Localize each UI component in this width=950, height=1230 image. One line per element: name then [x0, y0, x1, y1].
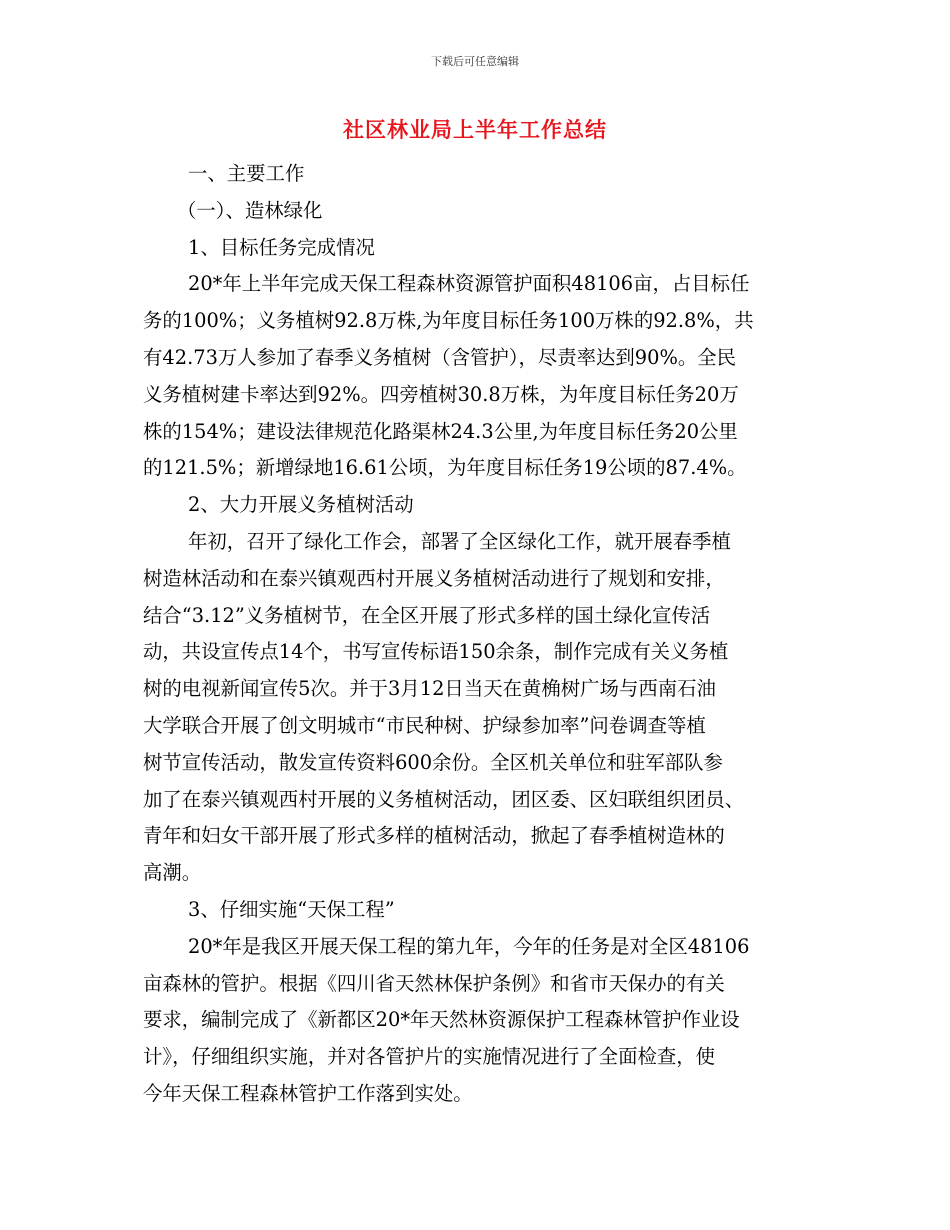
paragraph-line: 大学联合开展了创文明城市“市民种树、护绿参加率”问卷调查等植 [143, 713, 706, 737]
paragraph-line: 亩森林的管护。根据《四川省天然林保护条例》和省市天保办的有关 [143, 971, 725, 995]
paragraph-line: 树节宣传活动，散发宣传资料600余份。全区机关单位和驻军部队参 [143, 750, 723, 774]
item-heading: 3、仔细实施“天保工程” [188, 897, 395, 921]
paragraph-line: 的121.5%；新增绿地16.61公顷，为年度目标任务19公顷的87.4%。 [143, 456, 747, 480]
paragraph-line: 义务植树建卡率达到92%。四旁植树30.8万株，为年度目标任务20万 [143, 382, 739, 406]
paragraph-line: 务的100%；义务植树92.8万株,为年度目标任务100万株的92.8%，共 [143, 309, 754, 333]
item-heading: 2、大力开展义务植树活动 [188, 493, 414, 517]
paragraph-line: 计》，仔细组织实施，并对各管护片的实施情况进行了全面检查，使 [143, 1045, 716, 1069]
section-heading: 一、主要工作 [188, 162, 305, 185]
paragraph-line: 有42.73万人参加了春季义务植树（含管护），尽责率达到90%。全民 [143, 345, 737, 369]
paragraph-line: 加了在泰兴镇观西村开展的义务植树活动，团区委、区妇联组织团员、 [143, 787, 745, 811]
paragraph-line: 20*年上半年完成天保工程森林资源管护面积48106亩，占目标任 [188, 272, 750, 296]
paragraph-line: 要求，编制完成了《新都区20*年天然林资源保护工程森林管护作业设 [143, 1008, 740, 1032]
paragraph-line: 树的电视新闻宣传5次。并于3月12日当天在黄桷树广场与西南石油 [143, 677, 716, 701]
paragraph-line: 动，共设宣传点14个，书写宣传标语150余条，制作完成有关义务植 [143, 640, 729, 664]
paragraph-line: 高潮。 [143, 861, 202, 885]
paragraph-line: 结合“3.12”义务植树节，在全区开展了形式多样的国土绿化宣传活 [143, 603, 711, 627]
item-heading: 1、目标任务完成情况 [188, 235, 375, 259]
page-header: 下载后可任意编辑 [431, 55, 519, 68]
paragraph-line: 今年天保工程森林管护工作落到实处。 [143, 1081, 473, 1105]
paragraph-line: 青年和妇女干部开展了形式多样的植树活动，掀起了春季植树造林的 [143, 824, 725, 848]
paragraph-line: 株的154%；建设法律规范化路渠林24.3公里,为年度目标任务20公里 [143, 419, 738, 443]
paragraph-line: 20*年是我区开展天保工程的第九年，今年的任务是对全区48106 [188, 934, 750, 958]
document-body [143, 156, 807, 1113]
subsection-heading: （一）、造林绿化 [177, 198, 323, 222]
document-title: 社区林业局上半年工作总结 [343, 118, 607, 142]
paragraph-line: 年初，召开了绿化工作会，部署了全区绿化工作，就开展春季植 [188, 529, 731, 553]
paragraph-line: 树造林活动和在泰兴镇观西村开展义务植树活动进行了规划和安排， [143, 566, 725, 590]
